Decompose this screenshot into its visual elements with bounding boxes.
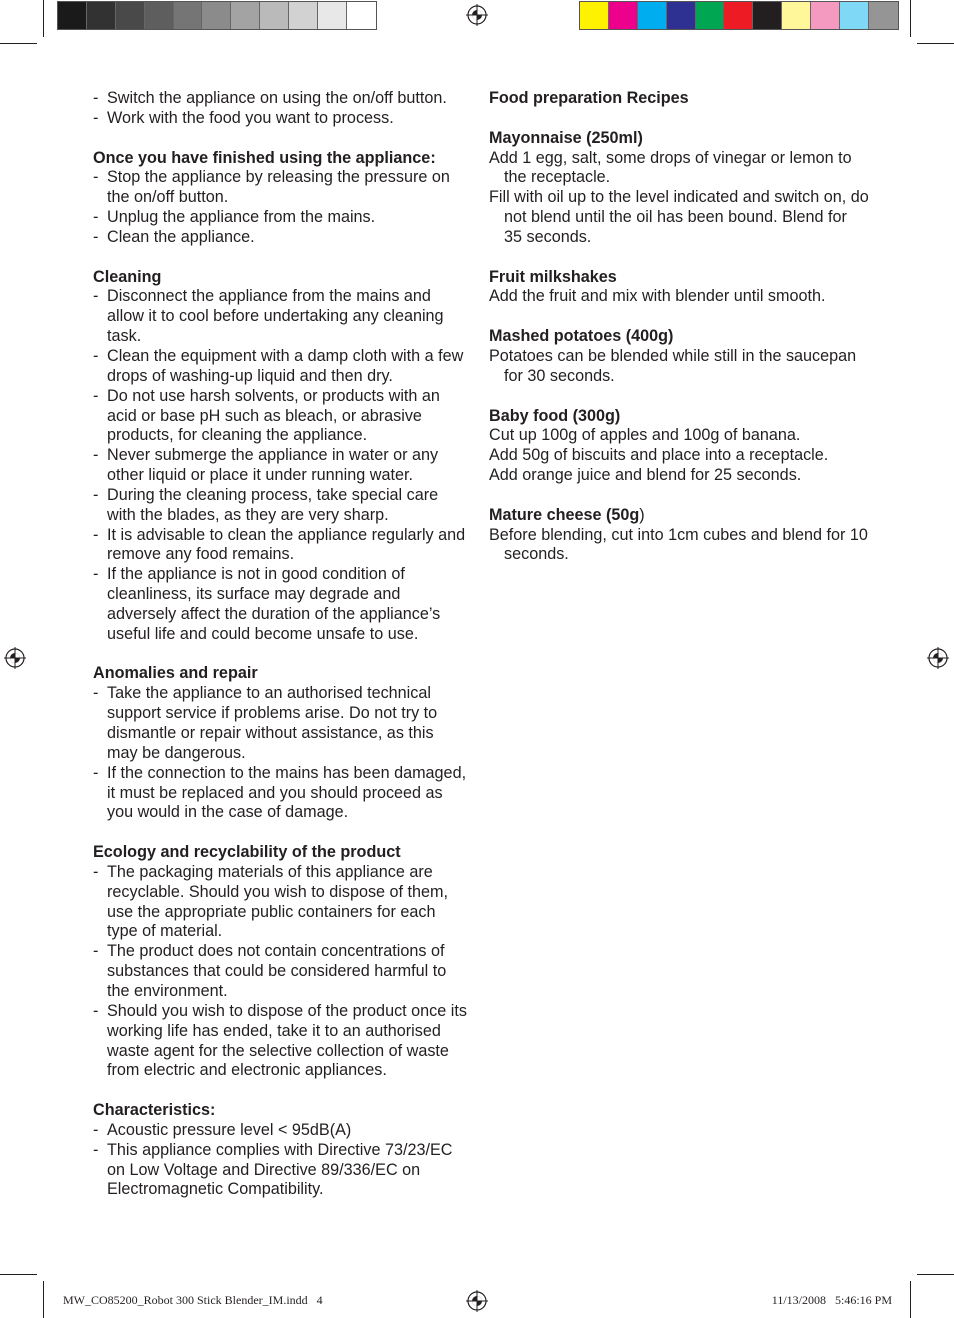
color-swatch — [667, 2, 696, 29]
list-item: - Clean the equipment with a damp cloth with a few drops of washing-up liquid and then dry. — [93, 346, 464, 385]
recipe-heading: Mayonnaise (250ml) — [489, 128, 643, 147]
color-swatch — [289, 2, 318, 29]
list-item: - The packaging materials of this appliance are recyclable. Should you wish to dispose of them, use the appropriate public containers for each type of material. — [93, 862, 449, 941]
color-swatch — [318, 2, 347, 29]
recipe-line: Potatoes can be blended while still in the saucepan for 30 seconds. — [489, 346, 857, 385]
characteristics-section — [93, 1101, 468, 1200]
crop-mark-bottom-left-v — [43, 1281, 44, 1318]
ecology-section — [93, 843, 468, 1081]
color-swatch — [638, 2, 667, 29]
color-swatch — [609, 2, 638, 29]
recipe-mature-cheese — [489, 506, 869, 566]
recipes-title: Food preparation Recipes — [489, 89, 689, 107]
list-item: - Clean the appliance. — [93, 227, 255, 246]
process-color-bar — [579, 1, 899, 30]
color-swatch — [260, 2, 289, 29]
registration-mark-icon — [927, 647, 949, 669]
color-swatch — [840, 2, 869, 29]
anomalies-section — [93, 664, 468, 823]
color-swatch — [231, 2, 260, 29]
recipe-heading: Mashed potatoes (400g) — [489, 327, 674, 346]
color-swatch — [87, 2, 116, 29]
list-item: - If the connection to the mains has been damaged, it must be replaced and you should proceed as you would in the case of damage. — [93, 763, 467, 822]
list-item: - The product does not contain concentrations of substances that could be considered harmful to the environment. — [93, 942, 447, 1000]
recipe-line: Before blending, cut into 1cm cubes and blend for 10 seconds. — [489, 525, 868, 564]
recipe-line: Cut up 100g of apples and 100g of banana. — [489, 426, 801, 445]
crop-mark-top-right-h — [917, 43, 954, 44]
recipe-heading-suffix: ) — [639, 505, 645, 524]
color-swatch — [724, 2, 753, 29]
section-heading: Anomalies and repair — [93, 664, 258, 683]
color-swatch — [58, 2, 87, 29]
crop-mark-bottom-left-h — [0, 1274, 37, 1275]
list-item: - Switch the appliance on using the on/off button. — [93, 89, 447, 107]
list-item: - Work with the food you want to process. — [93, 108, 394, 127]
recipe-heading: Baby food (300g) — [489, 406, 621, 425]
recipe-line: Add 1 egg, salt, some drops of vinegar or lemon to the receptacle. — [489, 148, 852, 187]
recipe-heading: Fruit milkshakes — [489, 267, 617, 286]
registration-mark-icon — [4, 647, 26, 669]
list-item: - Should you wish to dispose of the product once its working life has ended, take it to an authorised waste agent for the selective collection of waste from electric and electronic appliances. — [93, 1001, 467, 1080]
recipes-title-block — [489, 89, 869, 109]
color-swatch — [753, 2, 782, 29]
color-swatch — [782, 2, 811, 29]
list-item: - Never submerge the appliance in water or any other liquid or place it under running water. — [93, 446, 439, 485]
color-swatch — [869, 2, 898, 29]
recipe-line: Add orange juice and blend for 25 seconds. — [489, 466, 802, 485]
list-item: - Unplug the appliance from the mains. — [93, 208, 376, 227]
registration-mark-icon — [466, 1290, 488, 1312]
registration-mark-icon — [466, 4, 488, 26]
list-item: - It is advisable to clean the appliance regularly and remove any food remains. — [93, 525, 466, 564]
list-item: - During the cleaning process, take special care with the blades, as they are very sharp. — [93, 485, 439, 524]
section-heading: Cleaning — [93, 267, 162, 286]
crop-mark-bottom-right-h — [917, 1274, 954, 1275]
color-swatch — [202, 2, 231, 29]
color-swatch — [811, 2, 840, 29]
crop-mark-top-right-v — [910, 0, 911, 37]
recipe-mashed-potatoes — [489, 327, 869, 387]
crop-mark-top-left-h — [0, 43, 37, 44]
list-item: - Disconnect the appliance from the mains and allow it to cool before undertaking any cleaning task. — [93, 287, 444, 346]
list-item: - This appliance complies with Directive 73/23/EC on Low Voltage and Directive 89/336/EC on Electromagnetic Compatibility. — [93, 1140, 453, 1199]
section-heading: Once you have finished using the appliance: — [93, 148, 436, 167]
left-column — [93, 89, 468, 1220]
color-swatch — [347, 2, 376, 29]
section-heading: Characteristics: — [93, 1101, 216, 1120]
finished-section — [93, 149, 468, 248]
recipe-heading — [489, 506, 869, 526]
recipe-line: Add the fruit and mix with blender until smooth. — [489, 287, 826, 306]
recipe-baby-food — [489, 407, 869, 486]
cleaning-section — [93, 268, 468, 645]
color-swatch — [116, 2, 145, 29]
recipe-heading-text: Mature cheese (50g — [489, 505, 640, 524]
color-swatch — [174, 2, 203, 29]
color-swatch — [696, 2, 725, 29]
list-item: - If the appliance is not in good condition of cleanliness, its surface may degrade and adversely affect the duration of the appliance’s useful life and could become unsafe to use. — [93, 565, 441, 643]
print-timestamp: 11/13/2008 5:46:16 PM — [771, 1293, 892, 1307]
list-item: - Stop the appliance by releasing the pressure on the on/off button. — [93, 168, 450, 207]
crop-mark-top-left-v — [43, 0, 44, 37]
file-slug: MW_CO85200_Robot 300 Stick Blender_IM.indd 4 — [63, 1293, 323, 1307]
section-heading: Ecology and recyclability of the product — [93, 843, 401, 862]
crop-mark-bottom-right-v — [910, 1281, 911, 1318]
recipe-line: Add 50g of biscuits and place into a receptacle. — [489, 446, 829, 465]
intro-steps — [93, 89, 468, 129]
list-item: - Acoustic pressure level < 95dB(A) — [93, 1120, 352, 1139]
color-swatch — [580, 2, 609, 29]
color-swatch — [145, 2, 174, 29]
right-column — [489, 89, 869, 585]
list-item: - Take the appliance to an authorised technical support service if problems arise. Do not try to dismantle or repair without assistance, as this may be dangerous. — [93, 684, 438, 762]
recipe-line: Fill with oil up to the level indicated and switch on, do not blend until the oil has been bound. Blend for 35 seconds. — [489, 188, 869, 246]
recipe-mayonnaise — [489, 129, 869, 248]
recipe-fruit-milkshakes — [489, 268, 869, 308]
list-item: - Do not use harsh solvents, or products with an acid or base pH such as bleach, or abrasive products, for cleaning the appliance. — [93, 386, 440, 445]
grayscale-color-bar — [57, 1, 377, 30]
